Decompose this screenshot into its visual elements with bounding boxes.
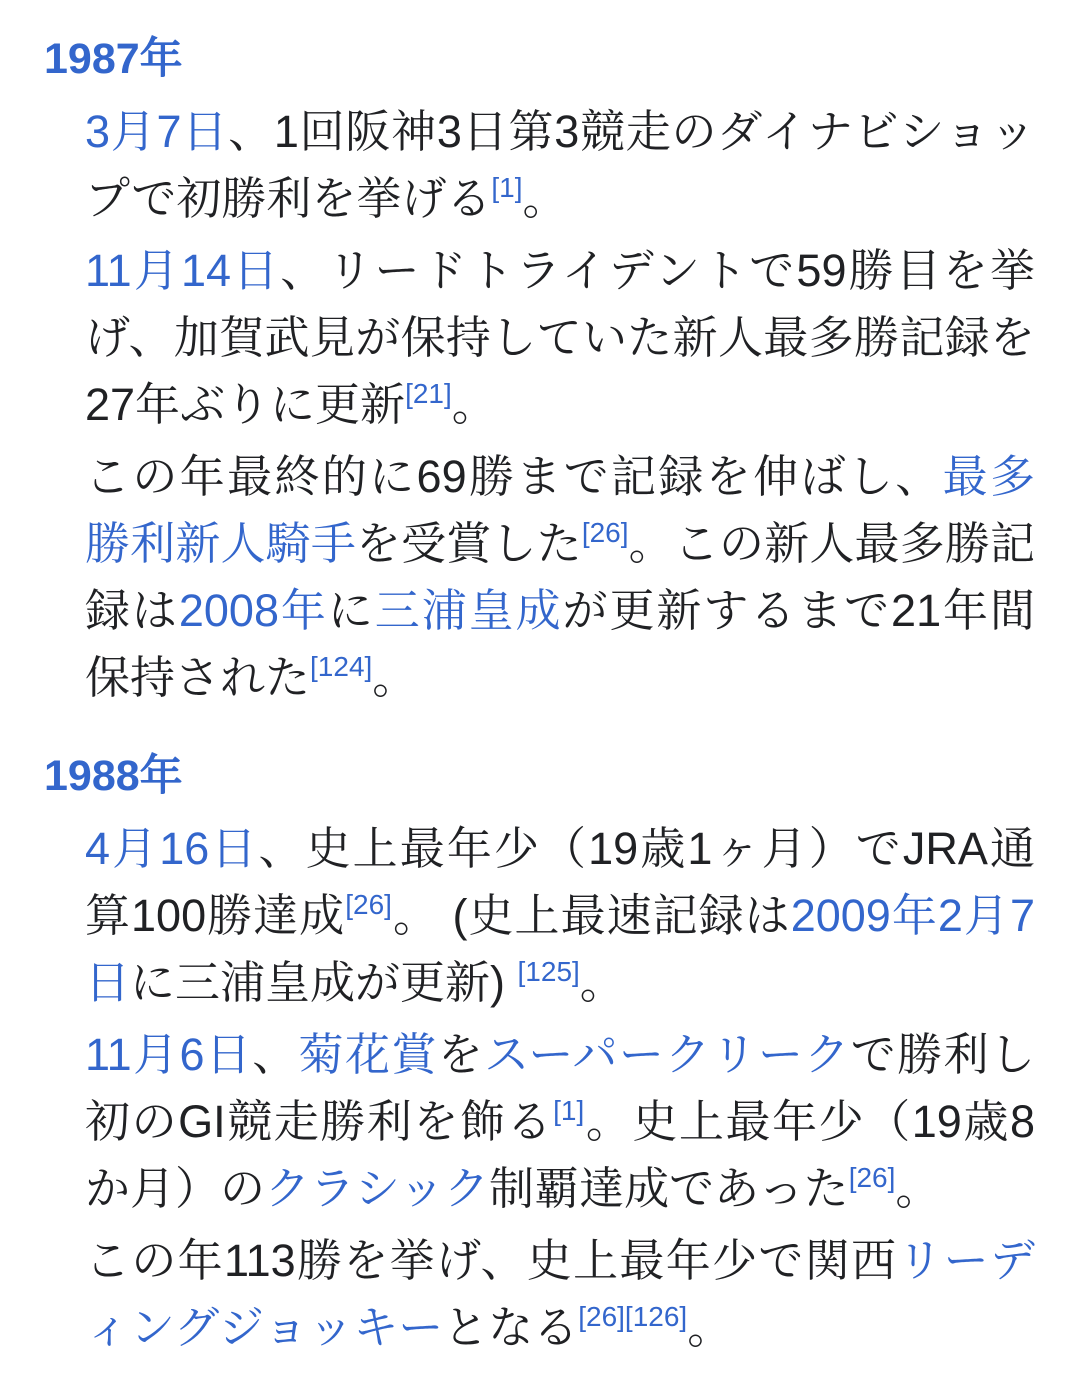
year-heading-link[interactable]: 1988年: [44, 752, 183, 801]
text-run: 、1回阪神3日第3競走のダイナビショップで初勝利を挙げる: [85, 106, 1035, 225]
reference-marker: [518, 956, 580, 987]
reference-marker: [491, 172, 522, 203]
wiki-link[interactable]: クラシック: [265, 1163, 490, 1215]
wiki-link[interactable]: 4月16日: [85, 823, 259, 875]
text-run: 。 (史上最速記録は: [391, 890, 791, 942]
reference-link[interactable]: [26]: [581, 517, 629, 549]
timeline-entry: [85, 443, 1035, 711]
timeline-entry: [85, 815, 1035, 1016]
text-run: に三浦皇成が更新): [130, 957, 518, 1009]
reference-link[interactable]: [124]: [310, 651, 373, 683]
reference-marker: [310, 651, 372, 682]
text-run: 。: [451, 379, 497, 431]
year-heading: [44, 30, 1035, 88]
text-run: 。: [372, 652, 418, 704]
wiki-link[interactable]: 2009年2月7日: [85, 890, 1035, 1009]
text-run: この年113勝を挙げ、史上最年少で関西: [85, 1235, 898, 1287]
wiki-link[interactable]: スーパークリーク: [484, 1029, 851, 1081]
text-run: で勝利し初のGI競走勝利を飾る: [85, 1029, 1035, 1148]
wiki-link[interactable]: 11月6日: [85, 1029, 253, 1081]
text-run: 。この新人最多勝記録は: [85, 518, 1035, 637]
reference-marker: [849, 1162, 896, 1193]
wiki-link[interactable]: 菊花賞: [298, 1029, 438, 1081]
reference-marker: [553, 1095, 584, 1126]
text-run: を: [437, 1029, 485, 1081]
timeline-section: [44, 747, 1035, 1361]
timeline-entries: [44, 98, 1035, 711]
wiki-link[interactable]: 三浦皇成: [374, 585, 563, 637]
text-run: が更新するまで21年間保持された: [85, 585, 1035, 704]
text-run: 。: [687, 1302, 733, 1354]
reference-link[interactable]: [21]: [405, 378, 452, 410]
wiki-link[interactable]: 3月7日: [85, 106, 229, 158]
text-run: 、史上最年少（19歳1ヶ月）でJRA通算100勝達成: [85, 823, 1035, 942]
wiki-link[interactable]: 2008年: [178, 585, 328, 637]
timeline-entries: [44, 815, 1035, 1361]
text-run: を受賞した: [355, 518, 582, 570]
text-run: この年最終的に69勝まで記録を伸ばし、: [85, 451, 943, 503]
reference-marker: [578, 1301, 625, 1332]
reference-marker: [405, 378, 452, 409]
wiki-link[interactable]: 11月14日: [85, 245, 281, 297]
text-run: 、リードトライデントで59勝目を挙げ、加賀武見が保持していた新人最多勝記録を27年ぶりに更新: [85, 245, 1035, 431]
text-run: 。: [579, 957, 625, 1009]
wiki-link[interactable]: リーディングジョッキー: [85, 1235, 1035, 1354]
reference-link[interactable]: [26]: [848, 1162, 896, 1194]
text-run: に: [327, 585, 375, 637]
reference-link[interactable]: [125]: [517, 956, 580, 988]
text-run: 。: [522, 173, 568, 225]
reference-link[interactable]: [126]: [624, 1301, 688, 1333]
timeline-entry: [85, 98, 1035, 232]
timeline-entry: [85, 1227, 1035, 1361]
reference-marker: [625, 1301, 687, 1332]
timeline-section: [44, 30, 1035, 711]
reference-link[interactable]: [1]: [553, 1095, 585, 1127]
text-run: 。史上最年少（19歳8か月）の: [85, 1096, 1035, 1215]
year-heading: [44, 747, 1035, 805]
reference-marker: [345, 889, 392, 920]
wiki-link[interactable]: 最多勝利新人騎手: [85, 451, 1035, 570]
text-run: 。: [895, 1163, 941, 1215]
reference-link[interactable]: [1]: [491, 172, 523, 204]
reference-marker: [582, 517, 629, 548]
reference-link[interactable]: [26]: [345, 889, 392, 921]
text-run: 、: [252, 1029, 299, 1081]
reference-link[interactable]: [26]: [578, 1301, 625, 1333]
text-run: となる: [443, 1302, 579, 1354]
year-heading-link[interactable]: 1987年: [44, 35, 183, 83]
timeline-entry: [85, 237, 1035, 438]
timeline-entry: [85, 1021, 1035, 1222]
text-run: 制覇達成であった: [489, 1163, 849, 1215]
